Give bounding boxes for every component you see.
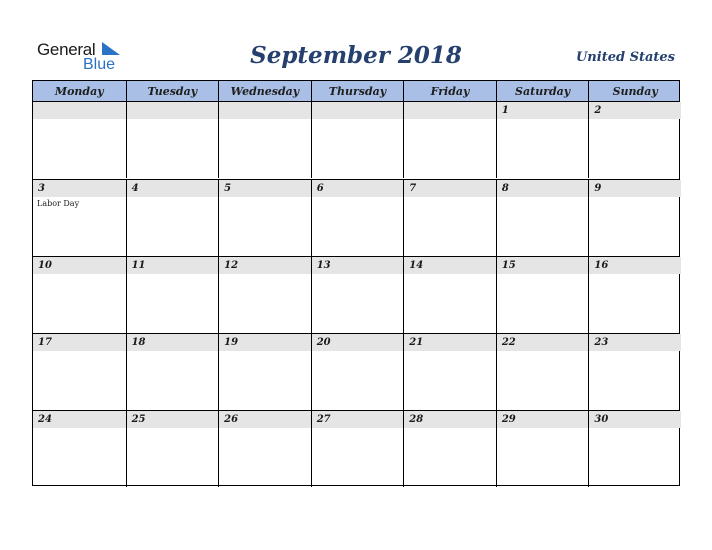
weekday-header-sunday: Sunday [588,81,681,101]
day-cell[interactable] [126,102,219,178]
day-number: 9 [594,183,602,194]
day-cell[interactable] [33,334,126,410]
day-cell[interactable] [126,411,219,487]
day-cell[interactable] [588,257,681,333]
day-cell[interactable] [496,180,589,256]
day-cell[interactable] [218,180,311,256]
day-number: 5 [224,183,232,194]
week-row [33,410,679,487]
day-number: 7 [409,183,417,194]
day-number: 10 [38,260,52,271]
day-cell[interactable] [218,411,311,487]
day-number: 17 [38,337,52,348]
day-cell[interactable] [33,180,126,256]
day-cell[interactable] [496,257,589,333]
day-band [219,180,311,197]
day-number: 24 [38,414,52,425]
weekday-header-tuesday: Tuesday [126,81,219,101]
weekday-header-thursday: Thursday [311,81,404,101]
day-number: 6 [316,183,324,194]
weekday-header-saturday: Saturday [496,81,589,101]
day-band [589,180,681,197]
day-number: 20 [316,337,331,348]
day-number: 15 [501,260,516,271]
day-number: 28 [409,414,424,425]
day-number: 11 [131,260,146,271]
day-band [404,102,496,119]
day-cell[interactable] [33,102,126,178]
week-row [33,333,679,410]
day-number: 30 [594,414,609,425]
day-cell[interactable] [218,334,311,410]
day-cell[interactable] [588,411,681,487]
day-band [33,102,126,119]
day-number: 19 [224,337,239,348]
day-cell[interactable] [403,102,496,178]
holiday-label: Labor Day [37,199,80,208]
day-cell[interactable] [311,334,404,410]
page-title: September 2018 [250,42,462,69]
day-cell[interactable] [311,180,404,256]
day-number: 14 [409,260,424,271]
weekday-header-friday: Friday [403,81,496,101]
day-cell[interactable] [496,411,589,487]
day-cell[interactable] [403,411,496,487]
day-cell[interactable] [311,102,404,178]
day-number: 16 [594,260,609,271]
week-row [33,179,679,256]
day-band [33,180,126,197]
day-cell[interactable] [126,257,219,333]
day-number: 27 [316,414,331,425]
day-number: 2 [594,105,602,116]
day-band [219,102,311,119]
country-label: United States [575,50,675,65]
day-cell[interactable] [126,334,219,410]
day-cell[interactable] [403,180,496,256]
day-cell[interactable] [588,180,681,256]
day-cell[interactable] [403,334,496,410]
weekday-header-monday: Monday [54,85,104,98]
day-number: 29 [501,414,516,425]
day-number: 22 [501,337,516,348]
day-number: 3 [38,183,45,194]
weekday-header [33,81,679,102]
day-band [312,102,404,119]
day-number: 4 [131,183,139,194]
calendar-grid [32,80,680,486]
logo-blue-text: Blue [83,56,116,73]
logo-general-text: General [37,40,96,59]
day-cell[interactable] [588,102,681,178]
day-number: 1 [501,105,509,116]
weekday-header-wednesday: Wednesday [218,81,311,101]
day-cell[interactable] [496,102,589,178]
week-row [33,256,679,333]
day-number: 8 [501,183,509,194]
day-cell[interactable] [311,411,404,487]
day-cell[interactable] [588,334,681,410]
day-number: 25 [131,414,146,425]
day-number: 13 [316,260,331,271]
day-band [312,180,404,197]
day-cell[interactable] [33,257,126,333]
day-band [127,180,219,197]
day-cell[interactable] [403,257,496,333]
day-cell[interactable] [218,102,311,178]
day-number: 21 [409,337,424,348]
day-band [589,102,681,119]
day-number: 26 [224,414,239,425]
day-cell[interactable] [496,334,589,410]
day-number: 23 [594,337,609,348]
day-number: 18 [131,337,146,348]
day-cell[interactable] [218,257,311,333]
day-cell[interactable] [311,257,404,333]
day-band [497,102,589,119]
day-band [404,180,496,197]
day-cell[interactable] [126,180,219,256]
day-band [497,180,589,197]
week-row [33,102,679,179]
day-number: 12 [224,260,239,271]
day-band [127,102,219,119]
day-cell[interactable] [33,411,126,487]
